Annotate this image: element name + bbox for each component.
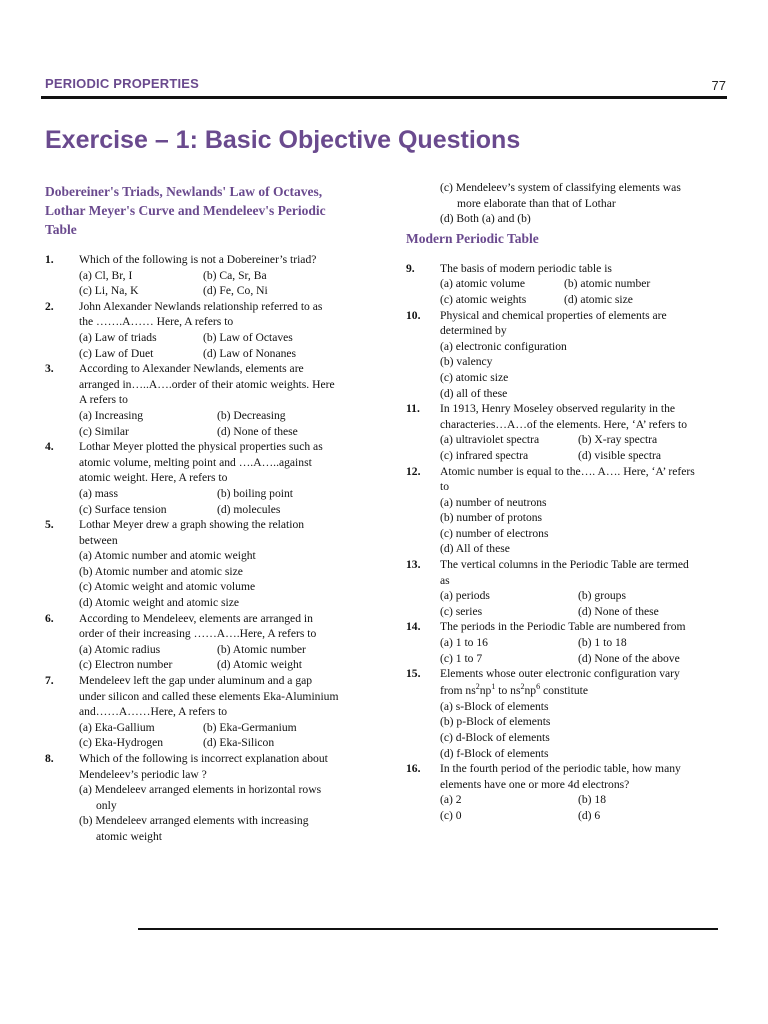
option: (d) Law of Nonanes: [203, 346, 297, 360]
electronic-configuration-line: [440, 682, 724, 699]
question-number: 1.: [45, 253, 54, 266]
question-text: In 1913, Henry Moseley observed regularity in the: [440, 402, 676, 416]
footer-rule: [138, 928, 718, 930]
question-text: Which of the following is incorrect explanation about: [79, 752, 328, 765]
option: (b) Atomic number: [217, 642, 306, 656]
question-7: [45, 673, 367, 751]
option: (d) Atomic weight: [217, 658, 303, 672]
page-number: 77: [711, 78, 726, 93]
option: (b) valency: [440, 355, 493, 369]
question-number: 13.: [406, 558, 421, 572]
superscript: 2: [475, 681, 480, 691]
option: (d) visible spectra: [578, 448, 662, 462]
option: (b) Ca, Sr, Ba: [203, 268, 267, 282]
option: (b) Mendeleev arranged elements with increasing: [79, 814, 309, 828]
question-text: atomic volume, melting point and ….A…..against: [79, 455, 312, 469]
option: (b) Atomic number and atomic size: [79, 564, 243, 578]
question-10: [406, 308, 724, 402]
option: (b) Eka-Germanium: [203, 720, 297, 734]
section-heading-classification: [45, 182, 367, 239]
option: (d) All of these: [440, 542, 510, 556]
question-13: [406, 557, 724, 619]
question-number: 5.: [45, 518, 54, 532]
exercise-title: Exercise – 1: Basic Objective Questions: [45, 126, 521, 154]
option: (c) Law of Duet: [79, 346, 154, 360]
question-text: The vertical columns in the Periodic Table are termed: [440, 558, 689, 572]
option: (a) Atomic radius: [79, 642, 161, 656]
option: (c) infrared spectra: [440, 448, 529, 462]
option: (d) all of these: [440, 386, 508, 400]
question-text: as: [440, 573, 450, 587]
option: (b) groups: [578, 589, 626, 603]
question-text: Elements whose outer electronic configuration vary: [440, 667, 680, 681]
option: (b) p-Block of elements: [440, 715, 551, 729]
options: [79, 268, 367, 299]
option: (d) Fe, Co, Ni: [203, 284, 268, 298]
option-continuation: more elaborate than that of Lothar: [457, 196, 616, 210]
options: [440, 635, 724, 666]
option: (b) Decreasing: [217, 408, 286, 422]
option: (a) atomic volume: [440, 277, 525, 291]
options: [440, 276, 724, 307]
question-text: determined by: [440, 324, 507, 338]
option: (b) number of protons: [440, 511, 543, 525]
option: (a) 1 to 16: [440, 636, 488, 650]
option: (d) 6: [578, 808, 601, 822]
option: (d) None of these: [578, 604, 659, 618]
question-text: Which of the following is not a Dobereiner’s triad?: [79, 253, 317, 266]
question-number: 15.: [406, 667, 421, 681]
option: (b) Law of Octaves: [203, 330, 293, 344]
option: (c) Surface tension: [79, 502, 167, 516]
question-text: between: [79, 533, 118, 547]
question-12: [406, 464, 724, 558]
option: (a) Atomic number and atomic weight: [79, 549, 256, 563]
option: (c) 0: [440, 808, 462, 822]
option: (d) Eka-Silicon: [203, 736, 275, 750]
running-header-title: PERIODIC PROPERTIES: [45, 76, 200, 91]
option: (c) Atomic weight and atomic volume: [79, 580, 256, 594]
question-number: 14.: [406, 620, 421, 634]
question-number: 4.: [45, 440, 54, 454]
option: (c) atomic size: [440, 370, 509, 384]
question-2: [45, 299, 367, 361]
option: (a) 2: [440, 793, 462, 807]
options: [79, 486, 367, 517]
options: [79, 330, 367, 361]
option: (c) number of electrons: [440, 526, 549, 540]
question-text: Lothar Meyer plotted the physical properties such as: [79, 440, 323, 454]
heading-line: Lothar Meyer's Curve and Mendeleev's Periodic: [45, 203, 326, 218]
option: (b) X-ray spectra: [578, 433, 658, 447]
option: (c) d-Block of elements: [440, 731, 550, 744]
header-rule: [41, 96, 727, 99]
option-continuation: only: [96, 798, 117, 812]
option: (b) boiling point: [217, 486, 293, 500]
option: (c) atomic weights: [440, 292, 527, 306]
heading-line: Table: [45, 222, 77, 237]
options: [440, 588, 724, 619]
option: (c) series: [440, 604, 483, 618]
option: (d) Atomic weight and atomic size: [79, 596, 240, 610]
options: [79, 720, 367, 751]
question-text: According to Mendeleev, elements are arranged in: [79, 611, 313, 625]
option: (a) mass: [79, 486, 118, 500]
option: (d) Both (a) and (b): [440, 212, 531, 226]
option: (d) atomic size: [564, 292, 633, 306]
question-text: and……A……Here, A refers to: [79, 705, 228, 719]
question-text: Mendeleev left the gap under aluminum and a gap: [79, 674, 313, 688]
question-14: [406, 619, 724, 666]
option: (c) Similar: [79, 424, 129, 438]
question-number: 11.: [406, 402, 420, 416]
superscript: 1: [491, 681, 496, 691]
question-text: elements have one or more 4d electrons?: [440, 777, 630, 791]
config-text: from ns: [440, 683, 476, 697]
question-number: 6.: [45, 611, 54, 625]
question-number: 3.: [45, 362, 54, 376]
question-text: to: [440, 480, 450, 494]
left-column: [45, 182, 367, 845]
option: (a) Increasing: [79, 408, 144, 422]
question-9: [406, 261, 724, 308]
question-text: Physical and chemical properties of elements are: [440, 308, 667, 322]
question-text: arranged in…..A….order of their atomic weights. Here: [79, 377, 335, 391]
question-text: A refers to: [79, 393, 128, 407]
question-text: the …….A…… Here, A refers to: [79, 315, 234, 329]
heading-line: Dobereiner's Triads, Newlands' Law of Octaves,: [45, 184, 323, 199]
option: (a) electronic configuration: [440, 339, 567, 353]
question-text: The basis of modern periodic table is: [440, 261, 612, 275]
question-number: 7.: [45, 674, 54, 688]
question-text: Lothar Meyer drew a graph showing the relation: [79, 518, 305, 532]
question-4: [45, 439, 367, 517]
question-15: [406, 666, 724, 761]
option: (b) 1 to 18: [578, 636, 627, 650]
option: (a) Cl, Br, I: [79, 268, 133, 282]
question-11: [406, 401, 724, 463]
option: (b) atomic number: [564, 277, 651, 291]
question-text: John Alexander Newlands relationship referred to as: [79, 299, 323, 313]
question-number: 10.: [406, 308, 421, 322]
question-text: atomic weight. Here, A refers to: [79, 471, 228, 485]
config-text: constitute: [540, 683, 589, 697]
question-text: characteries…A…of the elements. Here, ‘A’ refers to: [440, 417, 688, 431]
question-8: [45, 751, 367, 845]
question-text: order of their increasing ……A….Here, A refers to: [79, 627, 317, 641]
option: (a) number of neutrons: [440, 495, 547, 509]
question-number: 9.: [406, 261, 415, 275]
options: [79, 408, 367, 439]
option: (a) Law of triads: [79, 330, 157, 344]
option: (a) Mendeleev arranged elements in horizontal rows: [79, 783, 322, 797]
question-1: [45, 252, 367, 299]
question-text: The periods in the Periodic Table are numbered from: [440, 620, 686, 634]
question-8-continued: [406, 180, 724, 227]
question-text: According to Alexander Newlands, elements are: [79, 362, 304, 376]
question-number: 12.: [406, 464, 421, 478]
superscript: 6: [536, 681, 541, 691]
question-16: [406, 761, 724, 823]
question-number: 2.: [45, 299, 54, 313]
option: (c) Electron number: [79, 658, 173, 672]
question-3: [45, 361, 367, 439]
question-text: under silicon and called these elements Eka-Aluminium: [79, 689, 339, 703]
right-column: [406, 180, 724, 824]
options: [440, 432, 724, 463]
option: (d) molecules: [217, 502, 281, 516]
option: (c) 1 to 7: [440, 651, 483, 665]
question-6: [45, 611, 367, 673]
superscript: 2: [520, 681, 525, 691]
question-number: 8.: [45, 752, 54, 765]
option: (a) Eka-Gallium: [79, 720, 155, 734]
option: (a) periods: [440, 589, 490, 603]
section-heading-modern-periodic-table: Modern Periodic Table: [406, 230, 539, 246]
options: [440, 792, 724, 823]
option-continuation: atomic weight: [96, 829, 163, 843]
option: (d) None of the above: [578, 651, 680, 665]
option: (d) None of these: [217, 424, 298, 438]
question-text: Atomic number is equal to the…. A…. Here, ‘A’ refers: [440, 464, 695, 478]
options: [79, 642, 367, 673]
config-text: to ns: [495, 683, 521, 697]
question-text: Mendeleev’s periodic law ?: [79, 767, 207, 781]
option: (d) f-Block of elements: [440, 746, 549, 760]
question-5: [45, 517, 367, 611]
option: (c) Mendeleev’s system of classifying elements was: [440, 181, 681, 194]
option: (c) Eka-Hydrogen: [79, 736, 164, 750]
config-text: np: [524, 683, 537, 697]
option: (a) s-Block of elements: [440, 699, 549, 713]
question-number: 16.: [406, 762, 421, 776]
option: (a) ultraviolet spectra: [440, 433, 540, 447]
config-text: np: [479, 683, 492, 697]
option: (b) 18: [578, 793, 607, 807]
question-text: In the fourth period of the periodic table, how many: [440, 762, 681, 776]
option: (c) Li, Na, K: [79, 284, 139, 298]
